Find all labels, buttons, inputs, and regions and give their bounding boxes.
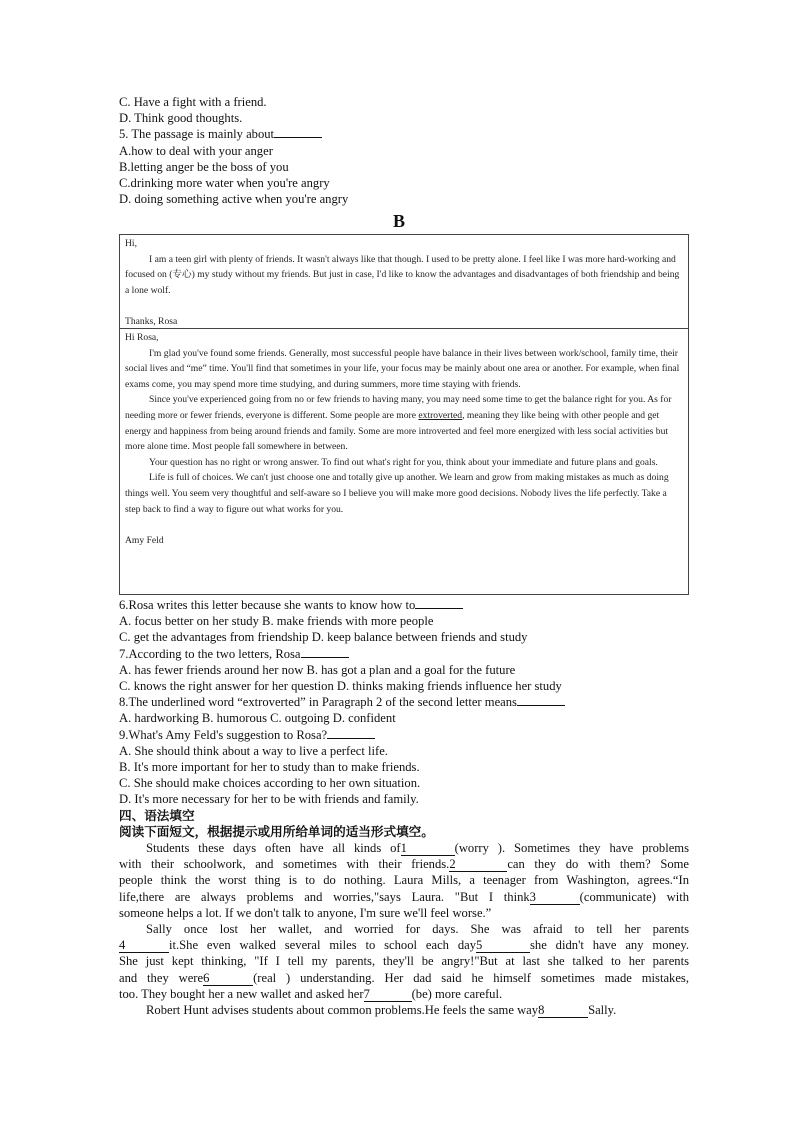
q5-option-c: C.drinking more water when you're angry [119,176,330,191]
q9-stem: 9.What's Amy Feld's suggestion to Rosa? [119,727,689,743]
letter-body: I am a teen girl with plenty of friends. It wasn't always like that though. I used to be pretty alone. I feel like I was more hard-working and focused on (专心) my study without my friends. But just in case, I'd like to know the advantages and disadvantages of both friendship and being a lone wolf. [125,253,680,296]
q8-stem: 8.The underlined word “extroverted” in Paragraph 2 of the second letter means [119,694,689,710]
letter-greeting: Hi Rosa, [125,332,159,343]
cloze-blank-2[interactable]: 2 [449,858,507,872]
section-b-title: B [392,211,405,231]
cloze-line: with their schoolwork, and sometimes with their friends.2 can they do with them? Some [119,857,690,872]
letter-paragraph-2: Since you've experienced going from no or few friends to having many, you may need some time to get the balance right for you. As for needing more or fewer friends, everyone is different. Some people are more extroverted, meaning they like being with other people and get energy and happiness from being around friends and family. Some are more introverted and feel more energized with less social activities but more alone time. Most people fall somewhere in between. [125,394,672,453]
answer-blank[interactable] [415,608,463,609]
section-4-title: 四、语法填空 [119,807,195,823]
q8-options: A. hardworking B. humorous C. outgoing D. confident [119,711,396,726]
answer-blank[interactable] [517,705,565,706]
q9-option-d: D. It's more necessary for her to be with friends and family. [119,792,419,807]
cloze-blank-7[interactable]: 7 [364,988,412,1002]
letter-paragraph-4: Life is full of choices. We can't just choose one and totally give up another. We learn and grow from making mistakes as much as doing things well. You seem very thoughtful and self-aware so I believe you will make more good decisions. Nobody lives the life perfectly. Take a step back to find a way to figure out what works for you. [125,472,669,515]
questions-lower [119,597,689,1018]
q9-option-b: B. It's more important for her to study than to make friends. [119,760,420,775]
cloze-line: and they were6 (real ) understanding. Her dad said he himself sometimes made mistakes, [119,970,689,985]
section-b-heading-wrap [119,208,679,234]
q4-option-c: C. Have a fight with a friend. [119,95,267,109]
q5-option-d: D. doing something active when you're angry [119,192,349,207]
letter-amy [119,328,689,595]
cloze-line: 4 it.She even walked several miles to school each day5 she didn't have any money. [119,938,690,953]
q9-option-c: C. She should make choices according to her own situation. [119,776,421,791]
cloze-blank-4[interactable]: 4 [119,939,169,953]
q5-stem: 5. The passage is mainly about [119,126,679,142]
cloze-line: someone helps a lot. If we don't talk to anyone, I'm sure we'll feel worse.” [119,905,492,920]
q9-option-a: A. She should think about a way to live a perfect life. [119,743,388,758]
q7-options-ab: A. has fewer friends around her now B. has got a plan and a goal for the future [119,662,516,677]
q5-option-b: B.letting anger be the boss of you [119,159,289,174]
letter-signoff: Amy Feld [125,534,164,546]
answer-blank[interactable] [274,137,322,138]
q6-options-ab: A. focus better on her study B. make friends with more people [119,614,434,629]
q5-option-a: A.how to deal with your anger [119,143,273,158]
cloze-line: She just kept thinking, "If I tell my parents, they'll be angry!"But at last she talked to her parents [119,954,689,969]
cloze-passage [119,840,689,1018]
letter-paragraph-3: Your question has no right or wrong answer. To find out what's right for you, think about your immediate and future plans and goals. [149,456,658,468]
cloze-line: Sally once lost her wallet, and worried for days. She was afraid to tell her parents [146,922,689,937]
section-4-instruction: 阅读下面短文，根据提示或用所给单词的适当形式填空。 [119,823,434,839]
q6-stem: 6.Rosa writes this letter because she wants to know how to [119,597,689,613]
letter-greeting: Hi, [125,238,137,249]
cloze-blank-6[interactable]: 6 [203,972,253,986]
cloze-line: life,there are always problems and worries,"says Laura. "But I think3 (communicate) with [119,889,689,904]
q4-option-d: D. Think good thoughts. [119,111,243,126]
cloze-blank-1[interactable]: 1 [401,842,455,856]
cloze-blank-3[interactable]: 3 [530,891,580,905]
underlined-word: extroverted [418,409,463,421]
questions-upper [119,94,679,207]
letter-rosa [119,234,689,329]
cloze-blank-8[interactable]: 8 [538,1004,588,1018]
letter-signoff: Thanks, Rosa [125,315,178,327]
q7-options-cd: C. knows the right answer for her question D. thinks making friends influence her study [119,679,562,694]
q6-options-cd: C. get the advantages from friendship D. keep balance between friends and study [119,630,528,645]
cloze-line: Robert Hunt advises students about common problems.He feels the same way8 Sally. [146,1003,617,1018]
answer-blank[interactable] [301,657,349,658]
letter-paragraph-1: I'm glad you've found some friends. Generally, most successful people have balance in their lives between work/school, family time, their social lives and “me” time. You'll find that sometimes in your life, your focus may be mainly about one area or another. For example, when final exams come, you may spend more time studying, and during summers, more time staying with friends. [125,347,680,390]
cloze-line: Students these days often have all kinds of1 (worry ). Sometimes they have problems [146,841,689,856]
q7-stem: 7.According to the two letters, Rosa [119,646,689,662]
cloze-blank-5[interactable]: 5 [476,939,530,953]
answer-blank[interactable] [327,738,375,739]
cloze-line: people think the worst thing is to do nothing. Laura Mills, a teenager from Washington, agrees.“In [119,873,689,888]
cloze-line: too. They bought her a new wallet and asked her7 (be) more careful. [119,986,503,1001]
